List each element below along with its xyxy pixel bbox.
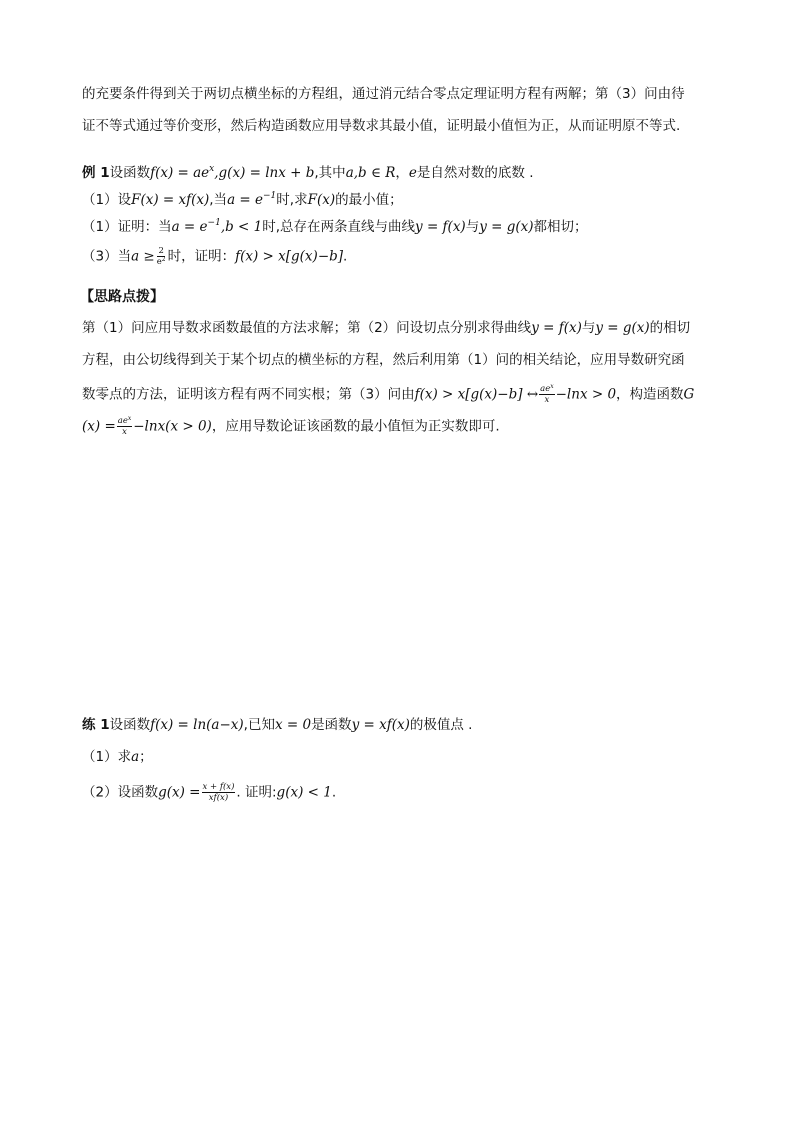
text: ,其中 xyxy=(314,165,346,181)
exercise-1-question-2: （2）设函数g(x) = $\frac{x + f(x)}{xf(x)}$ . 证明:g(x) < 1. xyxy=(82,782,337,803)
math: $a = e^{-1},b < 1$ xyxy=(171,218,263,235)
fraction: $\frac{2}{e^2}$ xyxy=(156,246,166,267)
math: g(x) = xyxy=(158,784,201,801)
exercise-1-stem: 练 1设函数f(x) = ln(a−x),已知x = 0是函数y = xf(x)的极值点 . xyxy=(82,717,473,733)
fraction: $\frac{x + f(x)}{xf(x)}$ xyxy=(202,782,235,803)
math: y = xf(x) xyxy=(351,717,410,733)
math: −lnx > 0 xyxy=(555,386,617,403)
math: f(x) > x[g(x)−b] xyxy=(235,248,344,265)
math: −lnx(x > 0) xyxy=(133,418,212,435)
math: g(x) < 1 xyxy=(276,784,332,801)
math: $f(x) = ae^x,g(x) = \ln x + b$ xyxy=(150,164,315,181)
hint-paragraph-line-4: (x) = $\frac{ae^x}{x}$ −lnx(x > 0)，应用导数论证该函数的最小值恒为正实数即可. xyxy=(82,415,500,437)
math: y = g(x) xyxy=(595,320,650,336)
hint-paragraph-line-2: 方程，由公切线得到关于某个切点的横坐标的方程，然后利用第（1）问的相关结论，应用导数研究函 xyxy=(82,352,685,368)
math: y = f(x) xyxy=(531,320,582,336)
math: (x) = xyxy=(82,418,116,435)
example-1-question-1: （1）设F(x) = xf(x),当$a = e^{-1}$时,求F(x)的最小值； xyxy=(82,191,403,208)
hint-paragraph-line-1: 第（1）问应用导数求函数最值的方法求解；第（2）问设切点分别求得曲线y = f(x)与y = g(x)的相切 xyxy=(82,320,691,336)
math: x = 0 xyxy=(274,717,312,733)
example-label: 例 1 xyxy=(82,165,110,181)
math: y = g(x) xyxy=(479,219,534,235)
hint-paragraph-line-3: 数零点的方法，证明该方程有两不同实根；第（3）问由f(x) > x[g(x)−b] ↔ $\frac{ae^x}{x}$ −lnx > 0，构造函数G xyxy=(82,383,695,405)
example-1-question-2: （1）证明：当$a = e^{-1},b < 1$时,总存在两条直线与曲线y = f(x)与y = g(x)都相切； xyxy=(82,218,588,235)
exercise-1-question-1: （1）求a； xyxy=(82,749,153,765)
math: a,b ∈ R xyxy=(345,165,396,181)
math: $a = e^{-1}$ xyxy=(227,191,277,208)
example-1-question-3: （3）当a ≥ $\frac{2}{e^2}$ 时，证明：f(x) > x[g(x)−b]. xyxy=(82,246,348,267)
math: f(x) = ln(a−x) xyxy=(150,717,244,733)
intro-line-2: 证不等式通过等价变形，然后构造函数应用导数求其最小值，证明最小值恒为正，从而证明原不等式. xyxy=(82,118,681,134)
math: e xyxy=(408,165,417,181)
math: f(x) > x[g(x)−b] ↔ xyxy=(414,386,539,403)
text: ， xyxy=(395,165,409,181)
hint-heading: 【思路点拨】 xyxy=(80,289,164,305)
math: F(x) = xf(x) xyxy=(131,192,210,208)
math: a ≥ xyxy=(131,248,155,265)
fraction: $\frac{ae^x}{x}$ xyxy=(540,383,554,405)
text: 设函数 xyxy=(109,165,151,181)
fraction: $\frac{ae^x}{x}$ xyxy=(117,415,132,437)
example-1-stem xyxy=(82,163,534,183)
text: 是自然对数的底数 . xyxy=(416,165,534,181)
math: G xyxy=(683,386,695,403)
intro-line-1: 的充要条件得到关于两切点横坐标的方程组，通过消元结合零点定理证明方程有两解；第（3）问由待 xyxy=(82,86,685,102)
math: F(x) xyxy=(307,192,336,208)
exercise-label: 练 1 xyxy=(82,717,110,733)
math: a xyxy=(131,749,140,765)
math: y = f(x) xyxy=(415,219,466,235)
